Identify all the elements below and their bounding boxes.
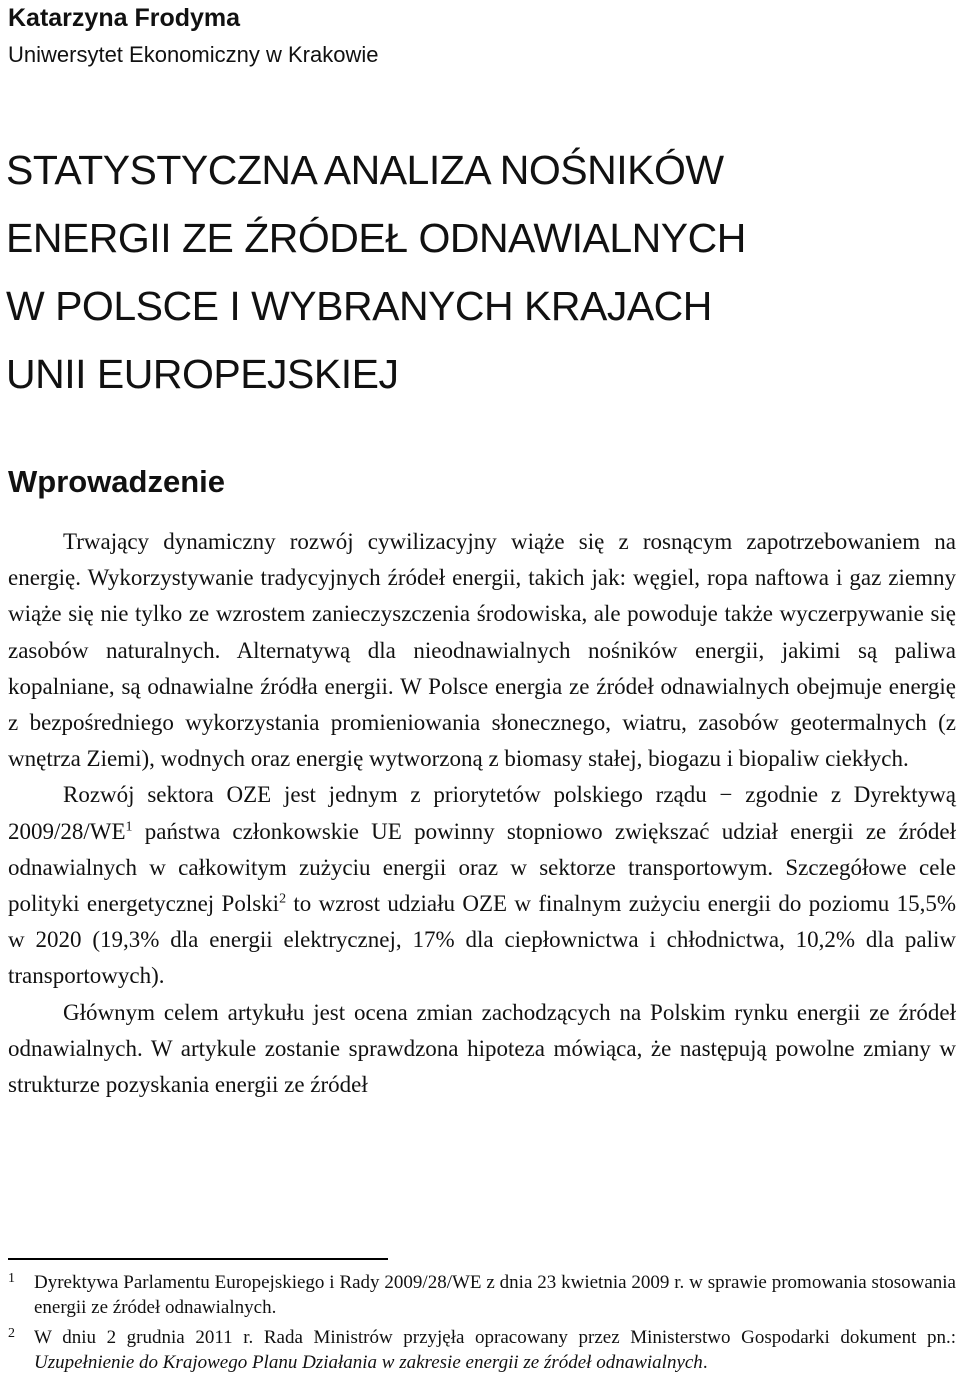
body-text (8, 524, 956, 1103)
author-affiliation: Uniwersytet Ekonomiczny w Krakowie (8, 42, 379, 67)
paragraph-text: to wzrost udziału OZE w finalnym zużyciu energii do poziomu 15,5% w 2020 (19,3% dla energii elektrycznej, 17% dla ciepłownictwa i chłodnictwa, 10,2% dla paliw transportowych). (8, 891, 957, 989)
footnote (8, 1270, 956, 1320)
title-line: ENERGII ZE ŹRÓDEŁ ODNAWIALNYCH (6, 215, 746, 261)
footnote-separator (8, 1258, 388, 1260)
footnote (8, 1325, 956, 1375)
paragraph: Trwający dynamiczny rozwój cywilizacyjny wiąże się z rosnącym zapotrzebowaniem na energię. Wykorzystywanie tradycyjnych źródeł energii, takich jak: węgiel, ropa naftowa i gaz ziemny wiąże się nie tylko ze wzrostem zanieczyszczenia środowiska, ale powoduje także wyczerpywanie się zasobów naturalnych. Alternatywą dla nieodnawialnych nośników energii, jakimi są paliwa kopalniane, są odnawialne źródła energii. W Polsce energia ze źródeł odnawialnych obejmuje energię z bezpośredniego wykorzystania promieniowania słonecznego, wiatru, zasobów geotermalnych (z wnętrza Ziemi), wodnych oraz energię wytworzoną z biomasy stałej, biogazu i biopaliw ciekłych. (8, 529, 956, 772)
article-title (6, 136, 956, 408)
footnote-ref: 2 (279, 891, 287, 907)
title-line: UNII EUROPEJSKIEJ (6, 351, 399, 397)
title-line: W POLSCE I WYBRANYCH KRAJACH (6, 283, 712, 329)
footnote-number: 1 (8, 1271, 15, 1286)
paragraph (8, 777, 956, 994)
footnote-ref: 1 (125, 818, 133, 834)
title-line: STATYSTYCZNA ANALIZA NOŚNIKÓW (6, 147, 724, 193)
footnote-text: W dniu 2 grudnia 2011 r. Rada Ministrów przyjęła opracowany przez Ministerstwo Gospodarki dokument pn.: (34, 1327, 956, 1348)
footnote-text-end: . (702, 1352, 708, 1373)
paragraph-text: państwa członkowskie UE powinny stopniowo zwiększać udział energii ze źródeł odnawialnych w całkowitym zużyciu energii oraz w sektorze transportowym. Szczegółowe cele polityki energetycznej Polski (8, 818, 956, 917)
author-name: Katarzyna Frodyma (8, 4, 241, 32)
section-heading: Wprowadzenie (8, 464, 226, 499)
paragraph-text: Rozwój sektora OZE jest jednym z priorytetów polskiego rządu − zgodnie z Dyrektywą 2009/28/WE (8, 782, 956, 844)
footnotes (8, 1270, 956, 1375)
footnote-document-title: Uzupełnienie do Krajowego Planu Działania w zakresie energii ze źródeł odnawialnych (34, 1352, 703, 1373)
footnote-number: 2 (8, 1326, 15, 1341)
paragraph: Głównym celem artykułu jest ocena zmian zachodzących na Polskim rynku energii ze źródeł odnawialnych. W artykule zostanie sprawdzona hipoteza mówiąca, że następują powolne zmiany w strukturze pozyskania energii ze źródeł (8, 999, 956, 1098)
footnote-text: Dyrektywa Parlamentu Europejskiego i Rady 2009/28/WE z dnia 23 kwietnia 2009 r. w sprawie promowania stosowania energii ze źródeł odnawialnych. (34, 1272, 956, 1318)
